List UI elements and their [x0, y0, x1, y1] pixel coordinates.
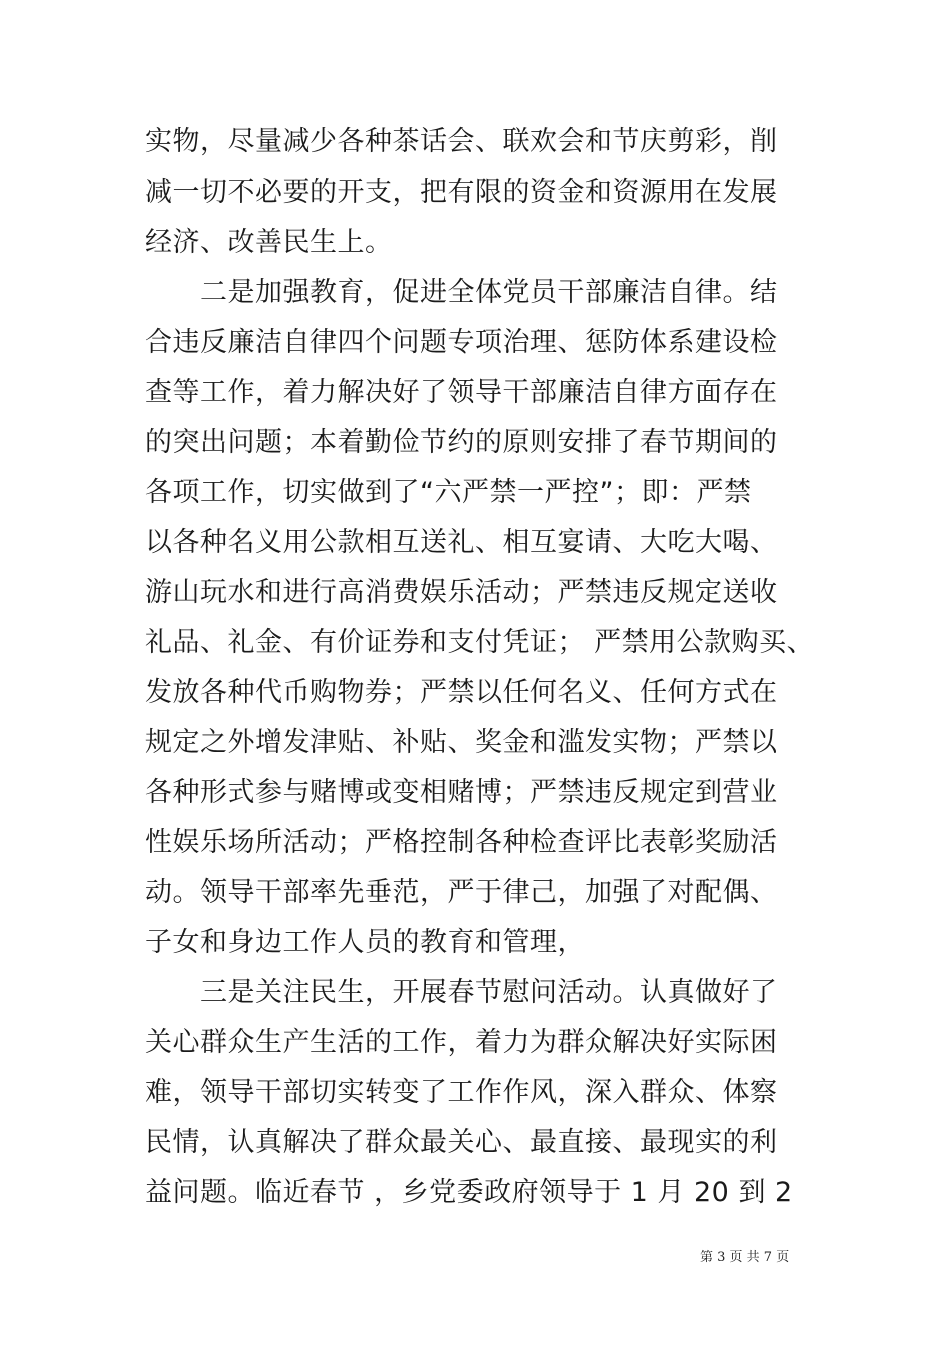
- body-line-11: 礼品、礼金、有价证券和支付凭证； 严禁用公款购买、: [145, 627, 815, 658]
- body-line-16: 动。领导干部率先垂范，严于律己，加强了对配偶、: [145, 877, 778, 908]
- body-line-17: 子女和身边工作人员的教育和管理，: [145, 927, 585, 958]
- paragraph-3-first-line: 三是关注民生，开展春节慰问活动。认真做好了: [200, 977, 778, 1008]
- body-line-20: 难，领导干部切实转变了工作作风，深入群众、体察: [145, 1077, 778, 1108]
- body-line-15: 性娱乐场所活动；严格控制各种检查评比表彰奖励活: [145, 827, 778, 858]
- body-line-21: 民情，认真解决了群众最关心、最直接、最现实的利: [145, 1127, 778, 1158]
- paragraph-2-first-line: 二是加强教育，促进全体党员干部廉洁自律。结: [200, 277, 778, 308]
- body-line-7: 的突出问题；本着勤俭节约的原则安排了春节期间的: [145, 427, 778, 458]
- body-line-5: 合违反廉洁自律四个问题专项治理、惩防体系建设检: [145, 327, 778, 358]
- body-line-14: 各种形式参与赌博或变相赌博；严禁违反规定到营业: [145, 777, 778, 808]
- body-line-9: 以各种名义用公款相互送礼、相互宴请、大吃大喝、: [145, 527, 778, 558]
- body-line-10: 游山玩水和进行高消费娱乐活动；严禁违反规定送收: [145, 577, 778, 608]
- page-number-footer: 第 3 页 共 7 页: [700, 1250, 790, 1265]
- body-line-19: 关心群众生产生活的工作，着力为群众解决好实际困: [145, 1027, 778, 1058]
- body-line-22: 益问题。临近春节 ，乡党委政府领导于 1 月 20 到 2: [145, 1177, 793, 1208]
- body-line-8: 各项工作，切实做到了“六严禁一严控”；即：严禁: [145, 477, 752, 508]
- body-line-6: 查等工作，着力解决好了领导干部廉洁自律方面存在: [145, 377, 778, 408]
- body-line-13: 规定之外增发津贴、补贴、奖金和滥发实物；严禁以: [145, 727, 778, 758]
- body-line-2: 减一切不必要的开支，把有限的资金和资源用在发展: [145, 177, 778, 208]
- body-line-1: 实物，尽量减少各种茶话会、联欢会和节庆剪彩，削: [145, 126, 778, 157]
- body-line-3: 经济、改善民生上。: [145, 227, 393, 258]
- body-line-12: 发放各种代币购物券；严禁以任何名义、任何方式在: [145, 677, 778, 708]
